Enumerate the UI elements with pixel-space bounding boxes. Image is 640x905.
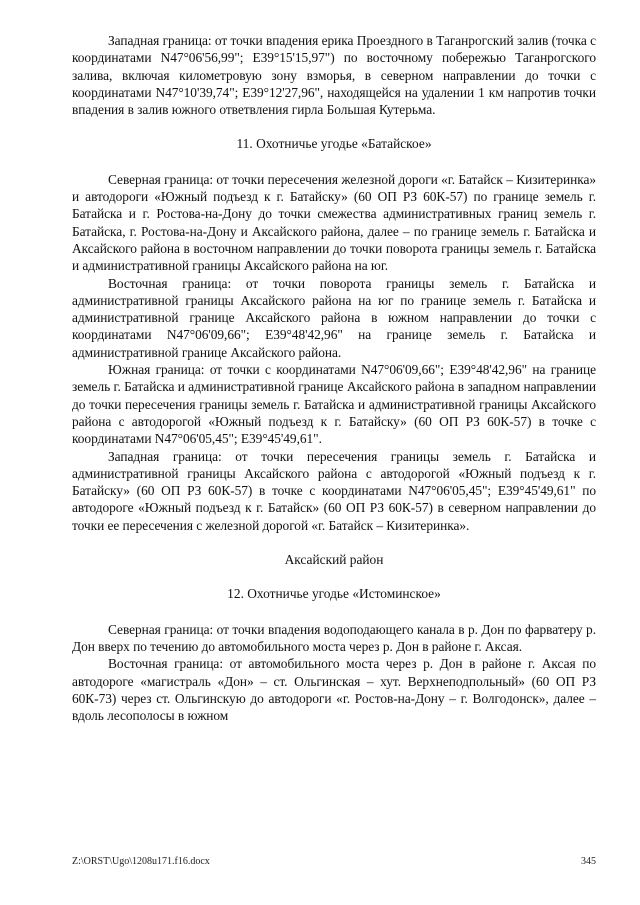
section-12-east-boundary: Восточная граница: от автомобильного моста через р. Дон в районе г. Аксая по автодороге «магистраль «Дон» – ст. Ольгинская – хут. Верхнеподпольный» (60 ОП РЗ 60К-73) через ст. Ольгинскую до автодороги «г. Ростов-на-Дону – г. Волгодонск», далее – вдоль лесополосы в южном	[72, 656, 596, 724]
section-11-west-boundary: Западная граница: от точки пересечения границы земель г. Батайска и административной границы Аксайского района с автодорогой «Южный подъезд к г. Батайску» (60 ОП РЗ 60К-57) в точке с координатами N47°06'05,45"; E39°45'49,61" по автодороге «Южный подъезд к г. Батайск» (60 ОП РЗ 60К-57) в северном направлении до точки ее пересечения с железной дорогой «г. Батайск – Кизитеринка».	[72, 448, 596, 533]
document-body	[72, 32, 596, 724]
spacer	[72, 568, 596, 585]
district-heading: Аксайский район	[284, 552, 384, 568]
file-path: Z:\ORST\Ugo\1208u171.f16.docx	[72, 856, 210, 867]
paragraph-west-boundary-prev: Западная граница: от точки впадения ерика Проездного в Таганрогский залив (точка с координатами N47°06'56,99"; E39°15'15,97") по восточному побережью Таганрогского залива, включая километровую зону взморья, в северном направлении до точки с координатами N47°10'39,74"; E39°12'27,96", находящейся на удалении 1 км напротив точки впадения в залив южного ответвления гирла Большая Кутерьма.	[72, 33, 596, 118]
spacer	[72, 153, 596, 171]
section-11-south-boundary: Южная граница: от точки с координатами N47°06'09,66"; E39°48'42,96" на границе земель г. Батайска и административной границе Аксайского района в западном направлении до точки пересечения границы земель г. Батайска и административной границы Аксайского района с автодорогой «Южный подъезд к г. Батайску» (60 ОП РЗ 60К-57) в точке с координатами N47°06'05,45"; E39°45'49,61".	[72, 362, 596, 447]
page-number: 345	[581, 856, 596, 867]
spacer	[72, 534, 596, 551]
spacer	[72, 603, 596, 621]
spacer	[72, 118, 596, 135]
section-12-heading: 12. Охотничье угодье «Истоминское»	[227, 586, 441, 602]
section-11-north-boundary: Северная граница: от точки пересечения железной дороги «г. Батайск – Кизитеринка» и автодороги «Южный подъезд к г. Батайску» (60 ОП РЗ 60К-57) по границе земель г. Батайска и г. Ростова-на-Дону до точки смежества административных границ земель г. Батайска, г. Ростова-на-Дону и Аксайского района, далее – по границе земель г. Батайска и Аксайского района в восточном направлении до точки поворота границы земель г. Батайска и административной границы Аксайского района на юг.	[72, 171, 596, 274]
section-11-east-boundary: Восточная граница: от точки поворота границы земель г. Батайска и административной границы Аксайского района на юг по границе земель г. Батайска и административной границе Аксайского района в южном направлении до точки с координатами N47°06'09,66"; E39°48'42,96" на границе земель г. Батайска и административной границе Аксайского района.	[72, 275, 596, 360]
section-12-north-boundary: Северная граница: от точки впадения водоподающего канала в р. Дон по фарватеру р. Дон вверх по течению до автомобильного моста через р. Дон в районе г. Аксая.	[72, 621, 596, 654]
section-11-heading: 11. Охотничье угодье «Батайское»	[236, 136, 432, 152]
